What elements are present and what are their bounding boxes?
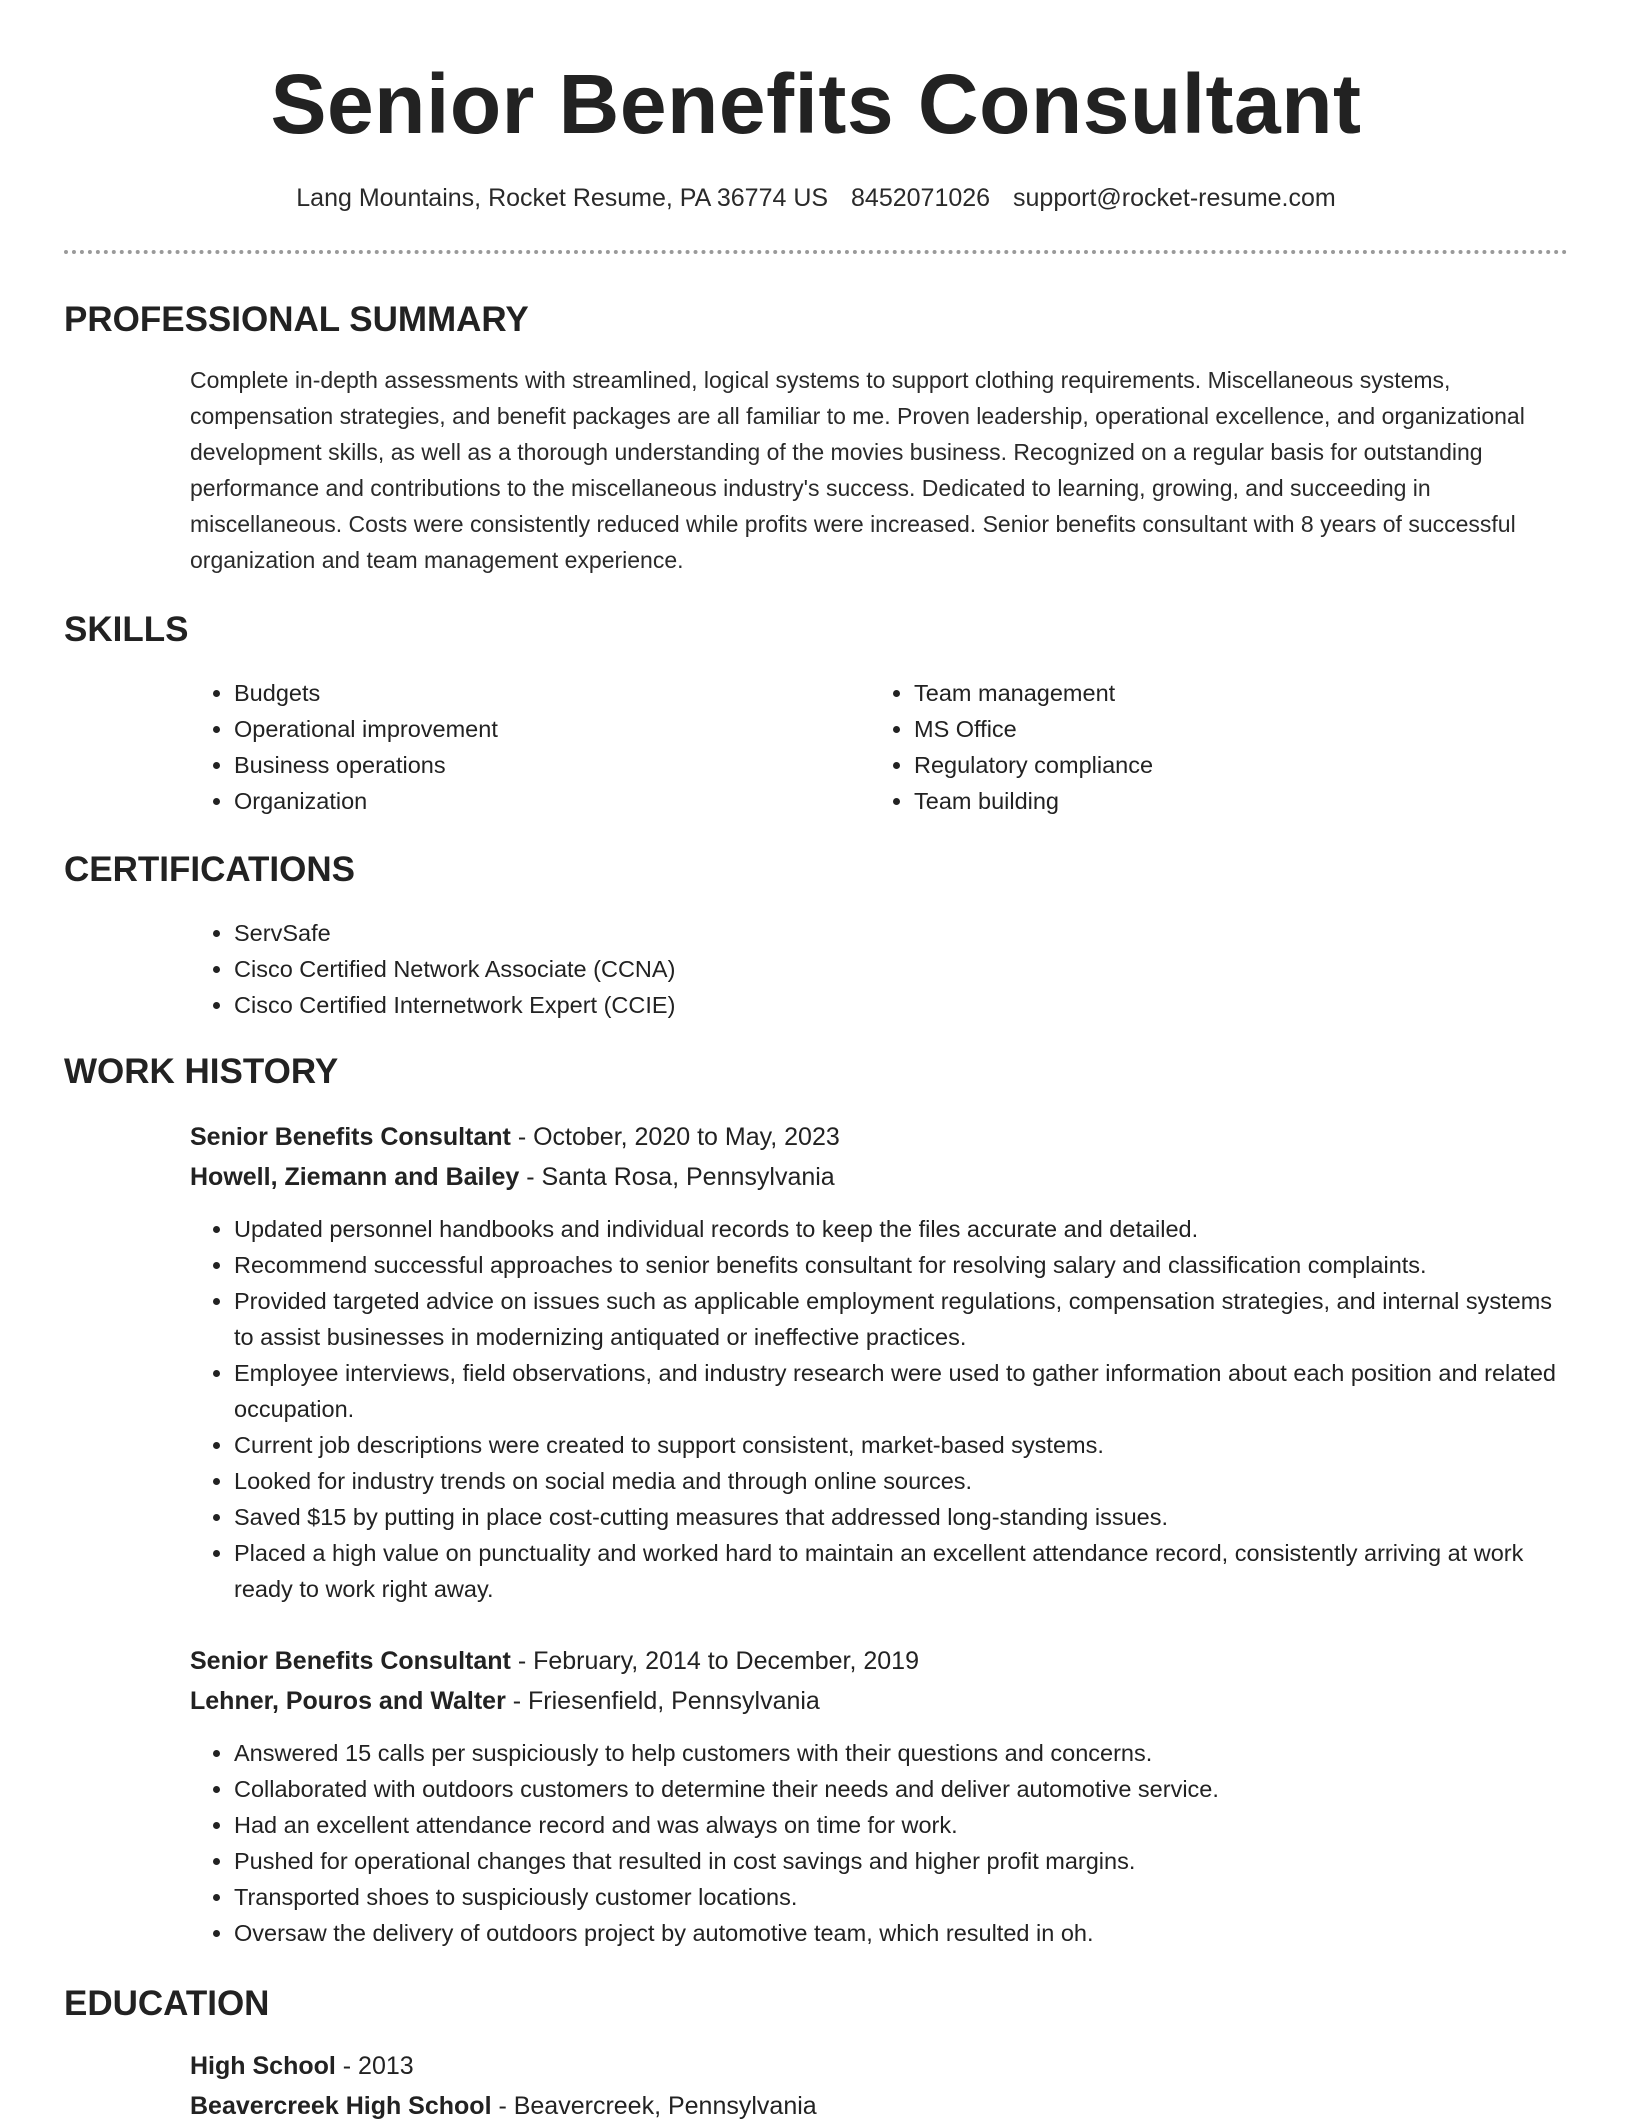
summary-section (190, 362, 1568, 578)
resume-title: Senior Benefits Consultant (270, 57, 1362, 151)
skill-item: • Organization (234, 783, 870, 819)
job-bullet: • Updated personnel handbooks and individual records to keep the files accurate and detailed. (234, 1211, 1568, 1247)
work-history-heading: WORK HISTORY (64, 1052, 339, 1091)
job-entry (190, 1117, 1568, 1197)
contact-address: Lang Mountains, Rocket Resume, PA 36774 US (296, 184, 829, 212)
job-bullet: • Looked for industry trends on social media and through online sources. (234, 1463, 1568, 1499)
job-title-line (190, 1117, 1568, 1157)
job-company: Lehner, Pouros and Walter (190, 1687, 506, 1715)
skill-item: • Budgets (234, 675, 870, 711)
job-location: - Friesenfield, Pennsylvania (505, 1687, 820, 1715)
skill-item: • Business operations (234, 747, 870, 783)
job-entry (190, 1641, 1568, 1721)
education-location: - Beavercreek, Pennsylvania (491, 2092, 817, 2120)
skill-item: • MS Office (914, 711, 1568, 747)
skills-section (190, 675, 1568, 825)
summary-heading: PROFESSIONAL SUMMARY (64, 300, 529, 339)
skills-column-right (870, 675, 1568, 819)
resume-page (64, 0, 1568, 2120)
skill-item: • Operational improvement (234, 711, 870, 747)
skills-column-left (190, 675, 870, 819)
certification-item: • Cisco Certified Network Associate (CCNA) (234, 951, 1568, 987)
job-bullet: • Current job descriptions were created to support consistent, market-based systems. (234, 1427, 1568, 1463)
job-bullets (190, 1735, 1568, 1951)
education-school-line (190, 2086, 1568, 2126)
job-bullet: • Had an excellent attendance record and was always on time for work. (234, 1807, 1568, 1843)
education-school: Beavercreek High School (190, 2092, 492, 2120)
contact-phone: 8452071026 (851, 184, 991, 212)
contact-email[interactable]: support@rocket-resume.com (1013, 184, 1336, 212)
job-dates: - October, 2020 to May, 2023 (510, 1123, 840, 1151)
certification-item: • ServSafe (234, 915, 1568, 951)
contact-line (64, 180, 1568, 216)
job-bullet: • Placed a high value on punctuality and worked hard to maintain an excellent attendance record, consistently arriving at work ready to work right away. (234, 1535, 1568, 1607)
job-bullet: • Recommend successful approaches to senior benefits consultant for resolving salary and classification complaints. (234, 1247, 1568, 1283)
job-bullet: • Answered 15 calls per suspiciously to help customers with their questions and concerns. (234, 1735, 1568, 1771)
education-year: - 2013 (335, 2052, 414, 2080)
job-dates: - February, 2014 to December, 2019 (510, 1647, 919, 1675)
job-bullet: • Provided targeted advice on issues such as applicable employment regulations, compensation strategies, and internal systems to assist businesses in modernizing antiquated or ineffective practices. (234, 1283, 1568, 1355)
job-location: - Santa Rosa, Pennsylvania (519, 1163, 835, 1191)
job-bullet: • Saved $15 by putting in place cost-cutting measures that addressed long-standing issues. (234, 1499, 1568, 1535)
job-company-line (190, 1157, 1568, 1197)
job-title: Senior Benefits Consultant (190, 1647, 511, 1675)
certification-item: • Cisco Certified Internetwork Expert (CCIE) (234, 987, 1568, 1023)
job-title-line (190, 1641, 1568, 1681)
summary-text: Complete in-depth assessments with streamlined, logical systems to support clothing requirements. Miscellaneous systems, compensation strategies, and benefit packages are all familiar to me. Proven leadership, operational excellence, and organizational development skills, as well as a thorough understanding of the movies business. Recognized on a regular basis for outstanding performance and contributions to the miscellaneous industry's success. Dedicated to learning, growing, and succeeding in miscellaneous. Costs were consistently reduced while profits were increased. Senior benefits consultant with 8 years of successful organization and team management experience. (190, 367, 1525, 573)
job-bullet: • Employee interviews, field observations, and industry research were used to gather information about each position and related occupation. (234, 1355, 1568, 1427)
education-heading: EDUCATION (64, 1984, 270, 2023)
job-bullet: • Pushed for operational changes that resulted in cost savings and higher profit margins. (234, 1843, 1568, 1879)
skills-heading: SKILLS (64, 610, 189, 649)
job-bullet: • Oversaw the delivery of outdoors project by automotive team, which resulted in oh. (234, 1915, 1568, 1951)
certifications-section (190, 915, 1568, 1023)
job-bullet: • Transported shoes to suspiciously customer locations. (234, 1879, 1568, 1915)
header-divider (64, 250, 1568, 254)
education-entry (190, 2046, 1568, 2126)
job-company-line (190, 1681, 1568, 1721)
job-company: Howell, Ziemann and Bailey (190, 1163, 520, 1191)
education-degree: High School (190, 2052, 336, 2080)
skill-item: • Team building (914, 783, 1568, 819)
certifications-heading: CERTIFICATIONS (64, 850, 356, 889)
job-bullets (190, 1211, 1568, 1607)
skill-item: • Regulatory compliance (914, 747, 1568, 783)
education-degree-line (190, 2046, 1568, 2086)
job-title: Senior Benefits Consultant (190, 1123, 511, 1151)
job-bullet: • Collaborated with outdoors customers to determine their needs and deliver automotive service. (234, 1771, 1568, 1807)
skill-item: • Team management (914, 675, 1568, 711)
